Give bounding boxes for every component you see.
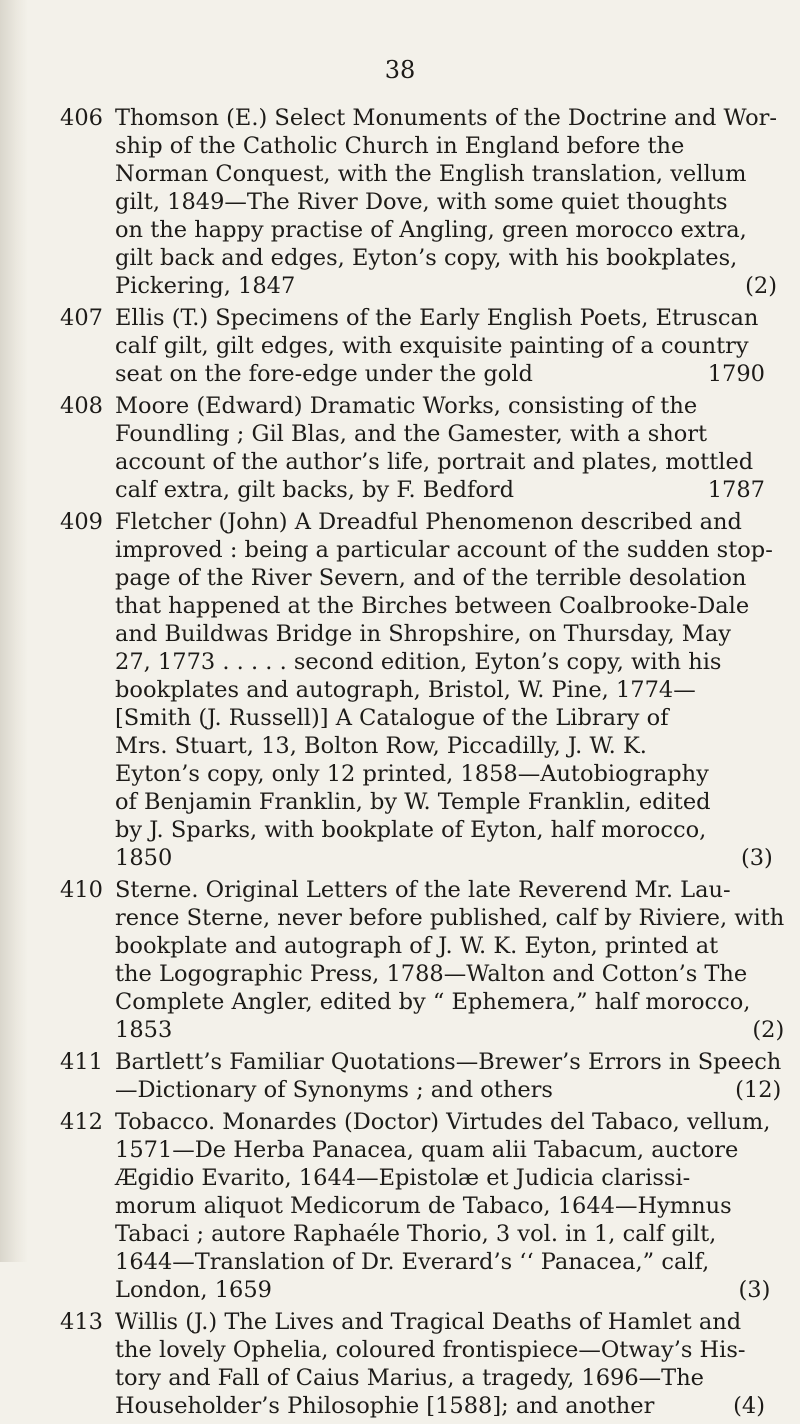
entry-description bbox=[115, 1048, 781, 1104]
entry-quantity: (2) bbox=[752, 1017, 785, 1043]
entry-last-line bbox=[115, 1392, 765, 1420]
catalogue-entry bbox=[60, 304, 765, 388]
entry-line: account of the author’s life, portrait and plates, mottled bbox=[115, 449, 754, 475]
entry-quantity: (3) bbox=[740, 845, 773, 871]
entry-line: morum aliquot Medicorum de Tabaco, 1644—Hymnus bbox=[115, 1193, 732, 1219]
entry-last-line bbox=[115, 476, 765, 504]
entry-line: bookplate and autograph of J. W. K. Eyton, printed at bbox=[115, 933, 719, 959]
entry-quantity: (12) bbox=[735, 1077, 782, 1103]
entry-last-line bbox=[115, 1276, 770, 1304]
entry-line: the lovely Ophelia, coloured frontispiece—Otway’s His- bbox=[115, 1337, 746, 1363]
entry-description bbox=[115, 304, 765, 388]
page-gutter-shadow bbox=[0, 0, 28, 1262]
entry-line: Sterne. Original Letters of the late Reverend Mr. Lau- bbox=[115, 877, 731, 903]
catalogue-entry bbox=[60, 876, 785, 1044]
entry-description bbox=[115, 1108, 770, 1304]
entry-quantity: (4) bbox=[733, 1393, 765, 1419]
entry-imprint: 1853 bbox=[115, 1017, 173, 1043]
entry-line: that happened at the Birches between Coalbrooke-Dale bbox=[115, 593, 750, 619]
entry-line: ship of the Catholic Church in England before the bbox=[115, 133, 685, 159]
catalogue-entry bbox=[60, 1108, 771, 1304]
entry-line: Fletcher (John) A Dreadful Phenomenon described and bbox=[115, 509, 742, 535]
entry-line: improved : being a particular account of the sudden stop- bbox=[115, 537, 773, 563]
entry-line: and Buildwas Bridge in Shropshire, on Thursday, May bbox=[115, 621, 731, 647]
lot-number: 406 bbox=[60, 105, 103, 131]
entry-line: 27, 1773 . . . . . second edition, Eyton’s copy, with his bbox=[115, 649, 722, 675]
entry-line: Mrs. Stuart, 13, Bolton Row, Piccadilly, J. W. K. bbox=[115, 733, 647, 759]
entry-line: 1644—Translation of Dr. Everard’s ‘‘ Panacea,” calf, bbox=[115, 1249, 710, 1275]
entry-line: the Logographic Press, 1788—Walton and Cotton’s The bbox=[115, 961, 748, 987]
entry-imprint: Pickering, 1847 bbox=[115, 273, 296, 299]
entry-line: [Smith (J. Russell)] A Catalogue of the Library of bbox=[115, 705, 669, 731]
lot-number: 411 bbox=[60, 1049, 103, 1075]
entry-last-line bbox=[115, 360, 765, 388]
catalogue-entry bbox=[60, 1308, 765, 1420]
entry-line: Tobacco. Monardes (Doctor) Virtudes del Tabaco, vellum, bbox=[115, 1109, 771, 1135]
entry-description bbox=[115, 508, 773, 872]
entry-line: Eyton’s copy, only 12 printed, 1858—Autobiography bbox=[115, 761, 709, 787]
entry-line: calf gilt, gilt edges, with exquisite painting of a country bbox=[115, 333, 749, 359]
entry-line: Ægidio Evarito, 1644—Epistolæ et Judicia clarissi- bbox=[115, 1165, 691, 1191]
lot-number: 413 bbox=[60, 1309, 103, 1335]
entry-line: Thomson (E.) Select Monuments of the Doctrine and Wor- bbox=[115, 105, 778, 131]
catalogue-entry bbox=[60, 104, 778, 300]
entry-line: on the happy practise of Angling, green morocco extra, bbox=[115, 217, 747, 243]
entry-line: rence Sterne, never before published, calf by Riviere, with bbox=[115, 905, 785, 931]
entry-last-line bbox=[115, 1076, 781, 1104]
entry-quantity: 1790 bbox=[707, 361, 765, 387]
catalogue-entries bbox=[60, 104, 785, 1424]
entry-line: Bartlett’s Familiar Quotations—Brewer’s Errors in Speech bbox=[115, 1049, 782, 1075]
lot-number: 412 bbox=[60, 1109, 103, 1135]
entry-line: by J. Sparks, with bookplate of Eyton, half morocco, bbox=[115, 817, 707, 843]
entry-description bbox=[115, 1308, 765, 1420]
lot-number: 409 bbox=[60, 509, 103, 535]
entry-line: 1571—De Herba Panacea, quam alii Tabacum, auctore bbox=[115, 1137, 739, 1163]
entry-imprint: London, 1659 bbox=[115, 1277, 272, 1303]
entry-line: Foundling ; Gil Blas, and the Gamester, with a short bbox=[115, 421, 708, 447]
entry-quantity: (3) bbox=[738, 1277, 771, 1303]
entry-last-line bbox=[115, 272, 777, 300]
entry-quantity: 1787 bbox=[707, 477, 765, 503]
lot-number: 408 bbox=[60, 393, 103, 419]
entry-quantity: (2) bbox=[745, 273, 778, 299]
entry-line: Complete Angler, edited by “ Ephemera,” half morocco, bbox=[115, 989, 751, 1015]
catalogue-entry bbox=[60, 392, 765, 504]
catalogue-entry bbox=[60, 1048, 782, 1104]
entry-description bbox=[115, 104, 777, 300]
entry-line: bookplates and autograph, Bristol, W. Pine, 1774— bbox=[115, 677, 696, 703]
catalogue-entry bbox=[60, 508, 773, 872]
entry-imprint: seat on the fore-edge under the gold bbox=[115, 361, 533, 387]
entry-line: Tabaci ; autore Raphaéle Thorio, 3 vol. in 1, calf gilt, bbox=[115, 1221, 717, 1247]
lot-number: 410 bbox=[60, 877, 103, 903]
entry-imprint: 1850 bbox=[115, 845, 173, 871]
entry-line: Norman Conquest, with the English translation, vellum bbox=[115, 161, 747, 187]
entry-last-line bbox=[115, 1016, 784, 1044]
entry-line: gilt back and edges, Eyton’s copy, with his bookplates, bbox=[115, 245, 738, 271]
entry-line: tory and Fall of Caius Marius, a tragedy, 1696—The bbox=[115, 1365, 704, 1391]
entry-line: page of the River Severn, and of the terrible desolation bbox=[115, 565, 747, 591]
entry-line: Ellis (T.) Specimens of the Early English Poets, Etruscan bbox=[115, 305, 759, 331]
entry-last-line bbox=[115, 844, 773, 872]
entry-line: Willis (J.) The Lives and Tragical Deaths of Hamlet and bbox=[115, 1309, 742, 1335]
entry-line: Moore (Edward) Dramatic Works, consisting of the bbox=[115, 393, 698, 419]
page-number: 38 bbox=[384, 56, 416, 84]
entry-description bbox=[115, 876, 784, 1044]
entry-imprint: —Dictionary of Synonyms ; and others bbox=[115, 1077, 553, 1103]
entry-line: of Benjamin Franklin, by W. Temple Franklin, edited bbox=[115, 789, 711, 815]
entry-imprint: calf extra, gilt backs, by F. Bedford bbox=[115, 477, 515, 503]
lot-number: 407 bbox=[60, 305, 103, 331]
entry-description bbox=[115, 392, 765, 504]
entry-imprint: Householder’s Philosophie [1588]; and another bbox=[115, 1393, 655, 1419]
entry-line: gilt, 1849—The River Dove, with some quiet thoughts bbox=[115, 189, 728, 215]
